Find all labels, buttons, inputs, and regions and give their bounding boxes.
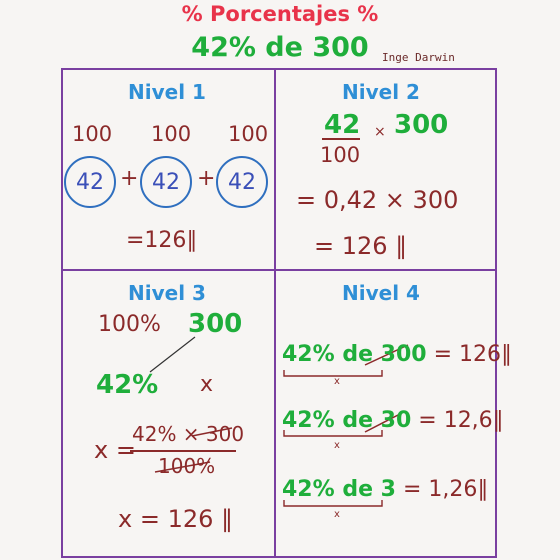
n4-row-2: 42% de 30 = 12,6∥ <box>282 408 504 433</box>
n3-numerator: 42% × 300 <box>132 422 245 446</box>
n1-plus-1: + <box>120 166 139 191</box>
n4-row-3-x: x <box>334 509 340 520</box>
nivel-2-label: Nivel 2 <box>342 80 420 104</box>
n3-x-equals: x = <box>94 436 136 464</box>
n4-row-1-x: x <box>334 376 340 387</box>
n3-result: x = 126 ∥ <box>118 505 234 533</box>
n3-denominator: 100% <box>158 454 216 478</box>
n1-top-1: 100 <box>72 122 113 146</box>
n3-300: 300 <box>188 309 243 339</box>
n3-x: x <box>200 372 214 397</box>
n2-denominator: 100 <box>320 143 361 167</box>
n1-top-3: 100 <box>228 122 269 146</box>
nivel-3-label: Nivel 3 <box>128 281 206 305</box>
author-signature: Inge Darwin <box>382 51 455 64</box>
n2-step2: = 126 ∥ <box>314 232 408 260</box>
n1-circle-1: 42 <box>64 156 116 208</box>
n1-plus-2: + <box>197 166 216 191</box>
n4-row-2-x: x <box>334 440 340 451</box>
n1-result: =126∥ <box>126 228 198 253</box>
n1-top-2: 100 <box>151 122 192 146</box>
n1-circle-2: 42 <box>140 156 192 208</box>
n3-100pct: 100% <box>98 312 161 337</box>
n4-bracket-1 <box>284 370 382 376</box>
n2-times: × <box>374 124 386 140</box>
n1-circle-3: 42 <box>216 156 268 208</box>
nivel-4-label: Nivel 4 <box>342 281 420 305</box>
n2-step1: = 0,42 × 300 <box>296 186 459 214</box>
nivel-1-label: Nivel 1 <box>128 80 206 104</box>
n3-connector <box>150 337 195 372</box>
page-title: % Porcentajes % <box>181 2 379 26</box>
n2-factor: 300 <box>394 110 449 140</box>
n4-row-3: 42% de 3 = 1,26∥ <box>282 477 489 502</box>
n2-numerator: 42 <box>324 110 361 140</box>
n3-42pct: 42% <box>96 370 159 400</box>
page-subtitle: 42% de 300 <box>191 32 369 63</box>
n4-row-1: 42% de 300 = 126∥ <box>282 342 512 367</box>
